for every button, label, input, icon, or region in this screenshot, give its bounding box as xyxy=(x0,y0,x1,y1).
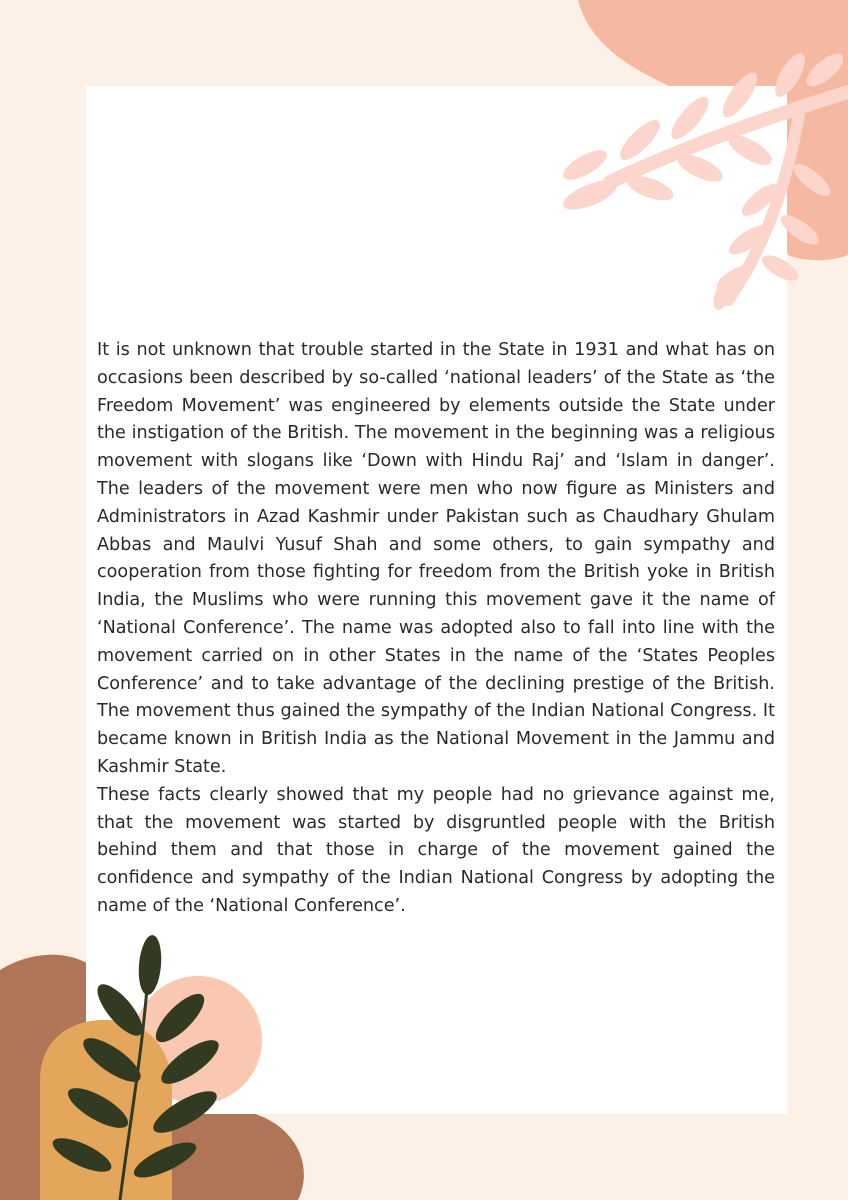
document-body xyxy=(97,337,775,921)
pink-fern-branch-icon xyxy=(560,49,848,312)
body-paragraph-2: These facts clearly showed that my people had no grievance against me, that the movement was started by disgruntled people with the British behind them and that those in charge of the movement gained the confidence and sympathy of the Indian National Congress by adopting the name of the ‘National Conference’. xyxy=(97,784,775,916)
body-paragraph-1: It is not unknown that trouble started in the State in 1931 and what has on occasions been described by so-called ‘national leaders’ of the State as ‘the Freedom Movement’ was engineered by elements outside the State under the instigation of the British. The movement in the beginning was a religious movement with slogans like ‘Down with Hindu Raj’ and ‘Islam in danger’. The leaders of the movement were men who now figure as Ministers and Administrators in Azad Kashmir under Pakistan such as Chaudhary Ghulam Abbas and Maulvi Yusuf Shah and some others, to gain sympathy and cooperation from those fighting for freedom from the British yoke in British India, the Muslims who were running this movement gave it the name of ‘National Conference’. The name was adopted also to fall into line with the movement carried on in other States in the name of the ‘States Peoples Conference’ and to take advantage of the declining prestige of the British. The movement thus gained the sympathy of the Indian National Congress. It became known in British India as the National Movement in the Jammu and Kashmir State. xyxy=(97,340,775,777)
